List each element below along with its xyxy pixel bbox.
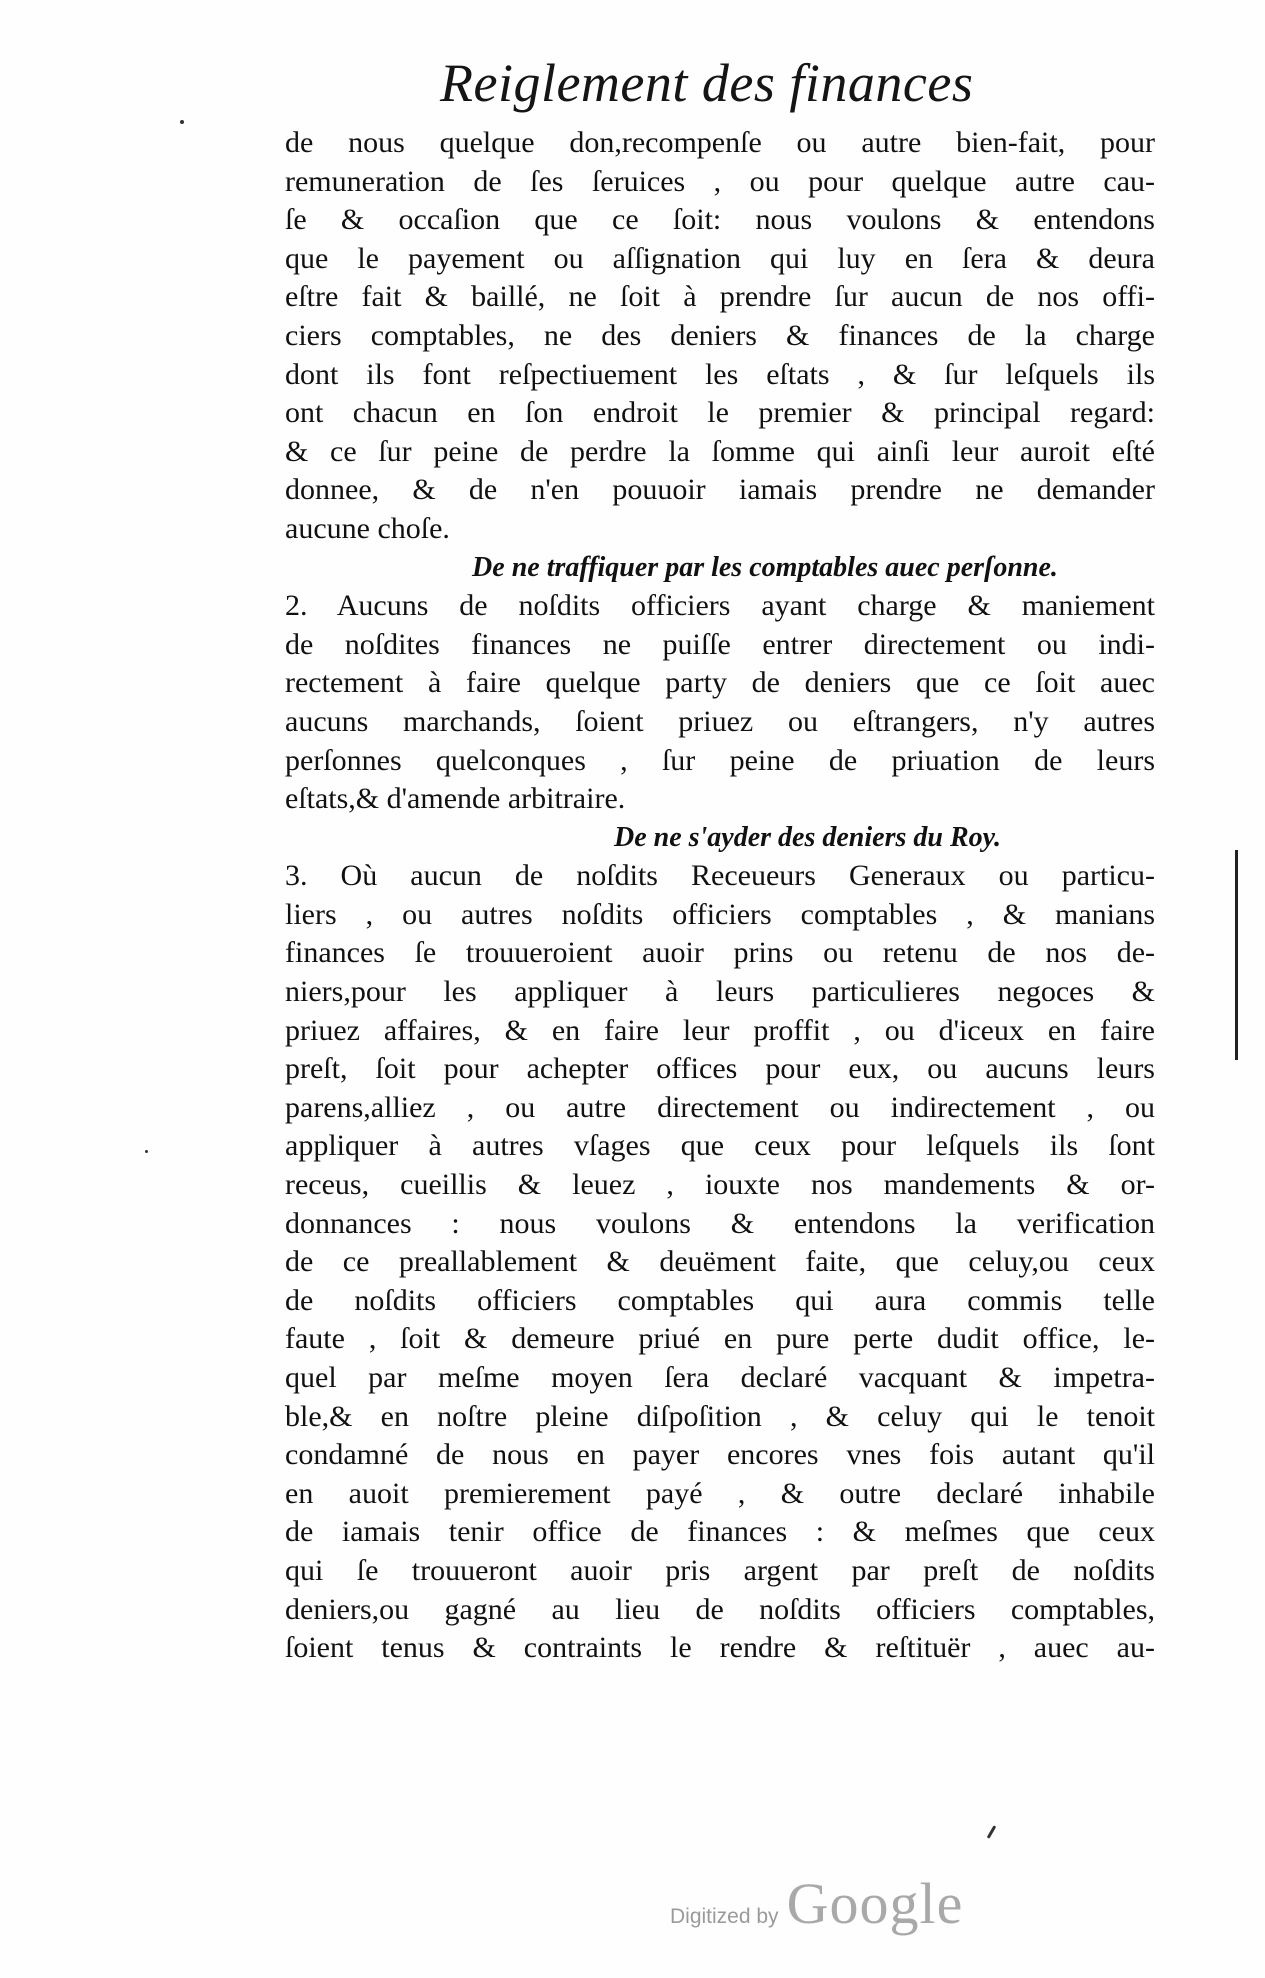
text-line: parens,alliez , ou autre directement ou indirectement , ou [285, 1090, 1155, 1124]
text-line: aucuns marchands, ſoient priuez ou eſtrangers, n'y autres [285, 704, 1155, 738]
text-line: & ce ſur peine de perdre la ſomme qui ainſi leur auroit eſté [285, 434, 1155, 468]
text-line: preſt, ſoit pour achepter offices pour eux, ou aucuns leurs [285, 1052, 1155, 1086]
running-head: Reiglement des finances [440, 53, 974, 113]
text-line: perſonnes quelconques , ſur peine de priuation de leurs [285, 743, 1155, 777]
text-line: faute , ſoit & demeure priué en pure perte dudit office, le- [285, 1322, 1155, 1356]
ink-speck [145, 1150, 148, 1153]
section-heading: De ne traffiquer par les comptables auec perſonne. [472, 551, 1058, 583]
text-line: 3. Où aucun de noſdits Receueurs Generaux ou particu- [285, 859, 1155, 893]
section-heading: De ne s'ayder des deniers du Roy. [613, 821, 1002, 853]
text-line: quel par meſme moyen ſera declaré vacquant & impetra- [285, 1361, 1155, 1394]
text-line: dont ils font reſpectiuement les eſtats , & ſur leſquels ils [285, 357, 1155, 391]
digitized-watermark [670, 1870, 963, 1937]
text-line: 2. Aucuns de noſdits officiers ayant charge & maniement [285, 589, 1155, 623]
google-logo: Google [786, 1871, 964, 1936]
text-line: de nous quelque don,recompenſe ou autre bien-fait, pour [285, 126, 1155, 159]
ink-speck [987, 1825, 997, 1839]
watermark-prefix: Digitized by [670, 1905, 779, 1928]
text-line: ble,& en noſtre pleine diſpoſition , & celuy qui le tenoit [285, 1399, 1155, 1433]
text-line: eſtre fait & baillé, ne ſoit à prendre ſur aucun de nos offi- [285, 280, 1155, 314]
text-line: qui ſe trouueront auoir pris argent par preſt de noſdits [285, 1553, 1155, 1587]
text-line: appliquer à autres vſages que ceux pour leſquels ils ſont [285, 1129, 1155, 1163]
text-line: deniers,ou gagné au lieu de noſdits officiers comptables, [285, 1592, 1155, 1626]
text-line: ont chacun en ſon endroit le premier & principal regard: [285, 396, 1155, 430]
text-line: priuez affaires, & en faire leur proffit , ou d'iceux en faire [285, 1013, 1155, 1047]
text-line: donnances : nous voulons & entendons la verification [285, 1206, 1155, 1240]
body-text [285, 124, 1155, 1668]
text-line: condamné de nous en payer encores vnes fois autant qu'il [285, 1438, 1155, 1472]
text-line: donnee, & de n'en pouuoir iamais prendre ne demander [285, 473, 1155, 507]
text-line: rectement à faire quelque party de deniers que ce ſoit auec [285, 666, 1155, 700]
margin-rule [1235, 850, 1238, 1060]
ink-speck [180, 120, 184, 124]
text-line: de noſdites finances ne puiſſe entrer directement ou indi- [285, 627, 1155, 661]
text-line: eſtats,& d'amende arbitraire. [285, 782, 626, 816]
text-line: ſe & occaſion que ce ſoit: nous voulons & entendons [285, 203, 1155, 237]
text-line: de noſdits officiers comptables qui aura commis telle [285, 1283, 1155, 1317]
text-line: liers , ou autres noſdits officiers comptables , & manians [285, 897, 1155, 931]
text-line: de ce preallablement & deuëment faite, que celuy,ou ceux [285, 1245, 1155, 1279]
text-line: que le payement ou aſſignation qui luy en ſera & deura [285, 241, 1155, 275]
text-line: finances ſe trouueroient auoir prins ou retenu de nos de- [285, 936, 1155, 970]
text-line: aucune choſe. [285, 511, 450, 545]
text-line: remuneration de ſes ſeruices , ou pour quelque autre cau- [285, 164, 1155, 198]
text-line: de iamais tenir office de finances : & meſmes que ceux [285, 1515, 1155, 1549]
text-line: ciers comptables, ne des deniers & finances de la charge [285, 318, 1155, 352]
text-line: receus, cueillis & leuez , iouxte nos mandements & or- [285, 1168, 1155, 1202]
text-line: ſoient tenus & contraints le rendre & reſtituër , auec au- [285, 1631, 1155, 1665]
text-line: niers,pour les appliquer à leurs particulieres negoces & [285, 975, 1155, 1009]
text-line: en auoit premierement payé , & outre declaré inhabile [285, 1476, 1155, 1510]
